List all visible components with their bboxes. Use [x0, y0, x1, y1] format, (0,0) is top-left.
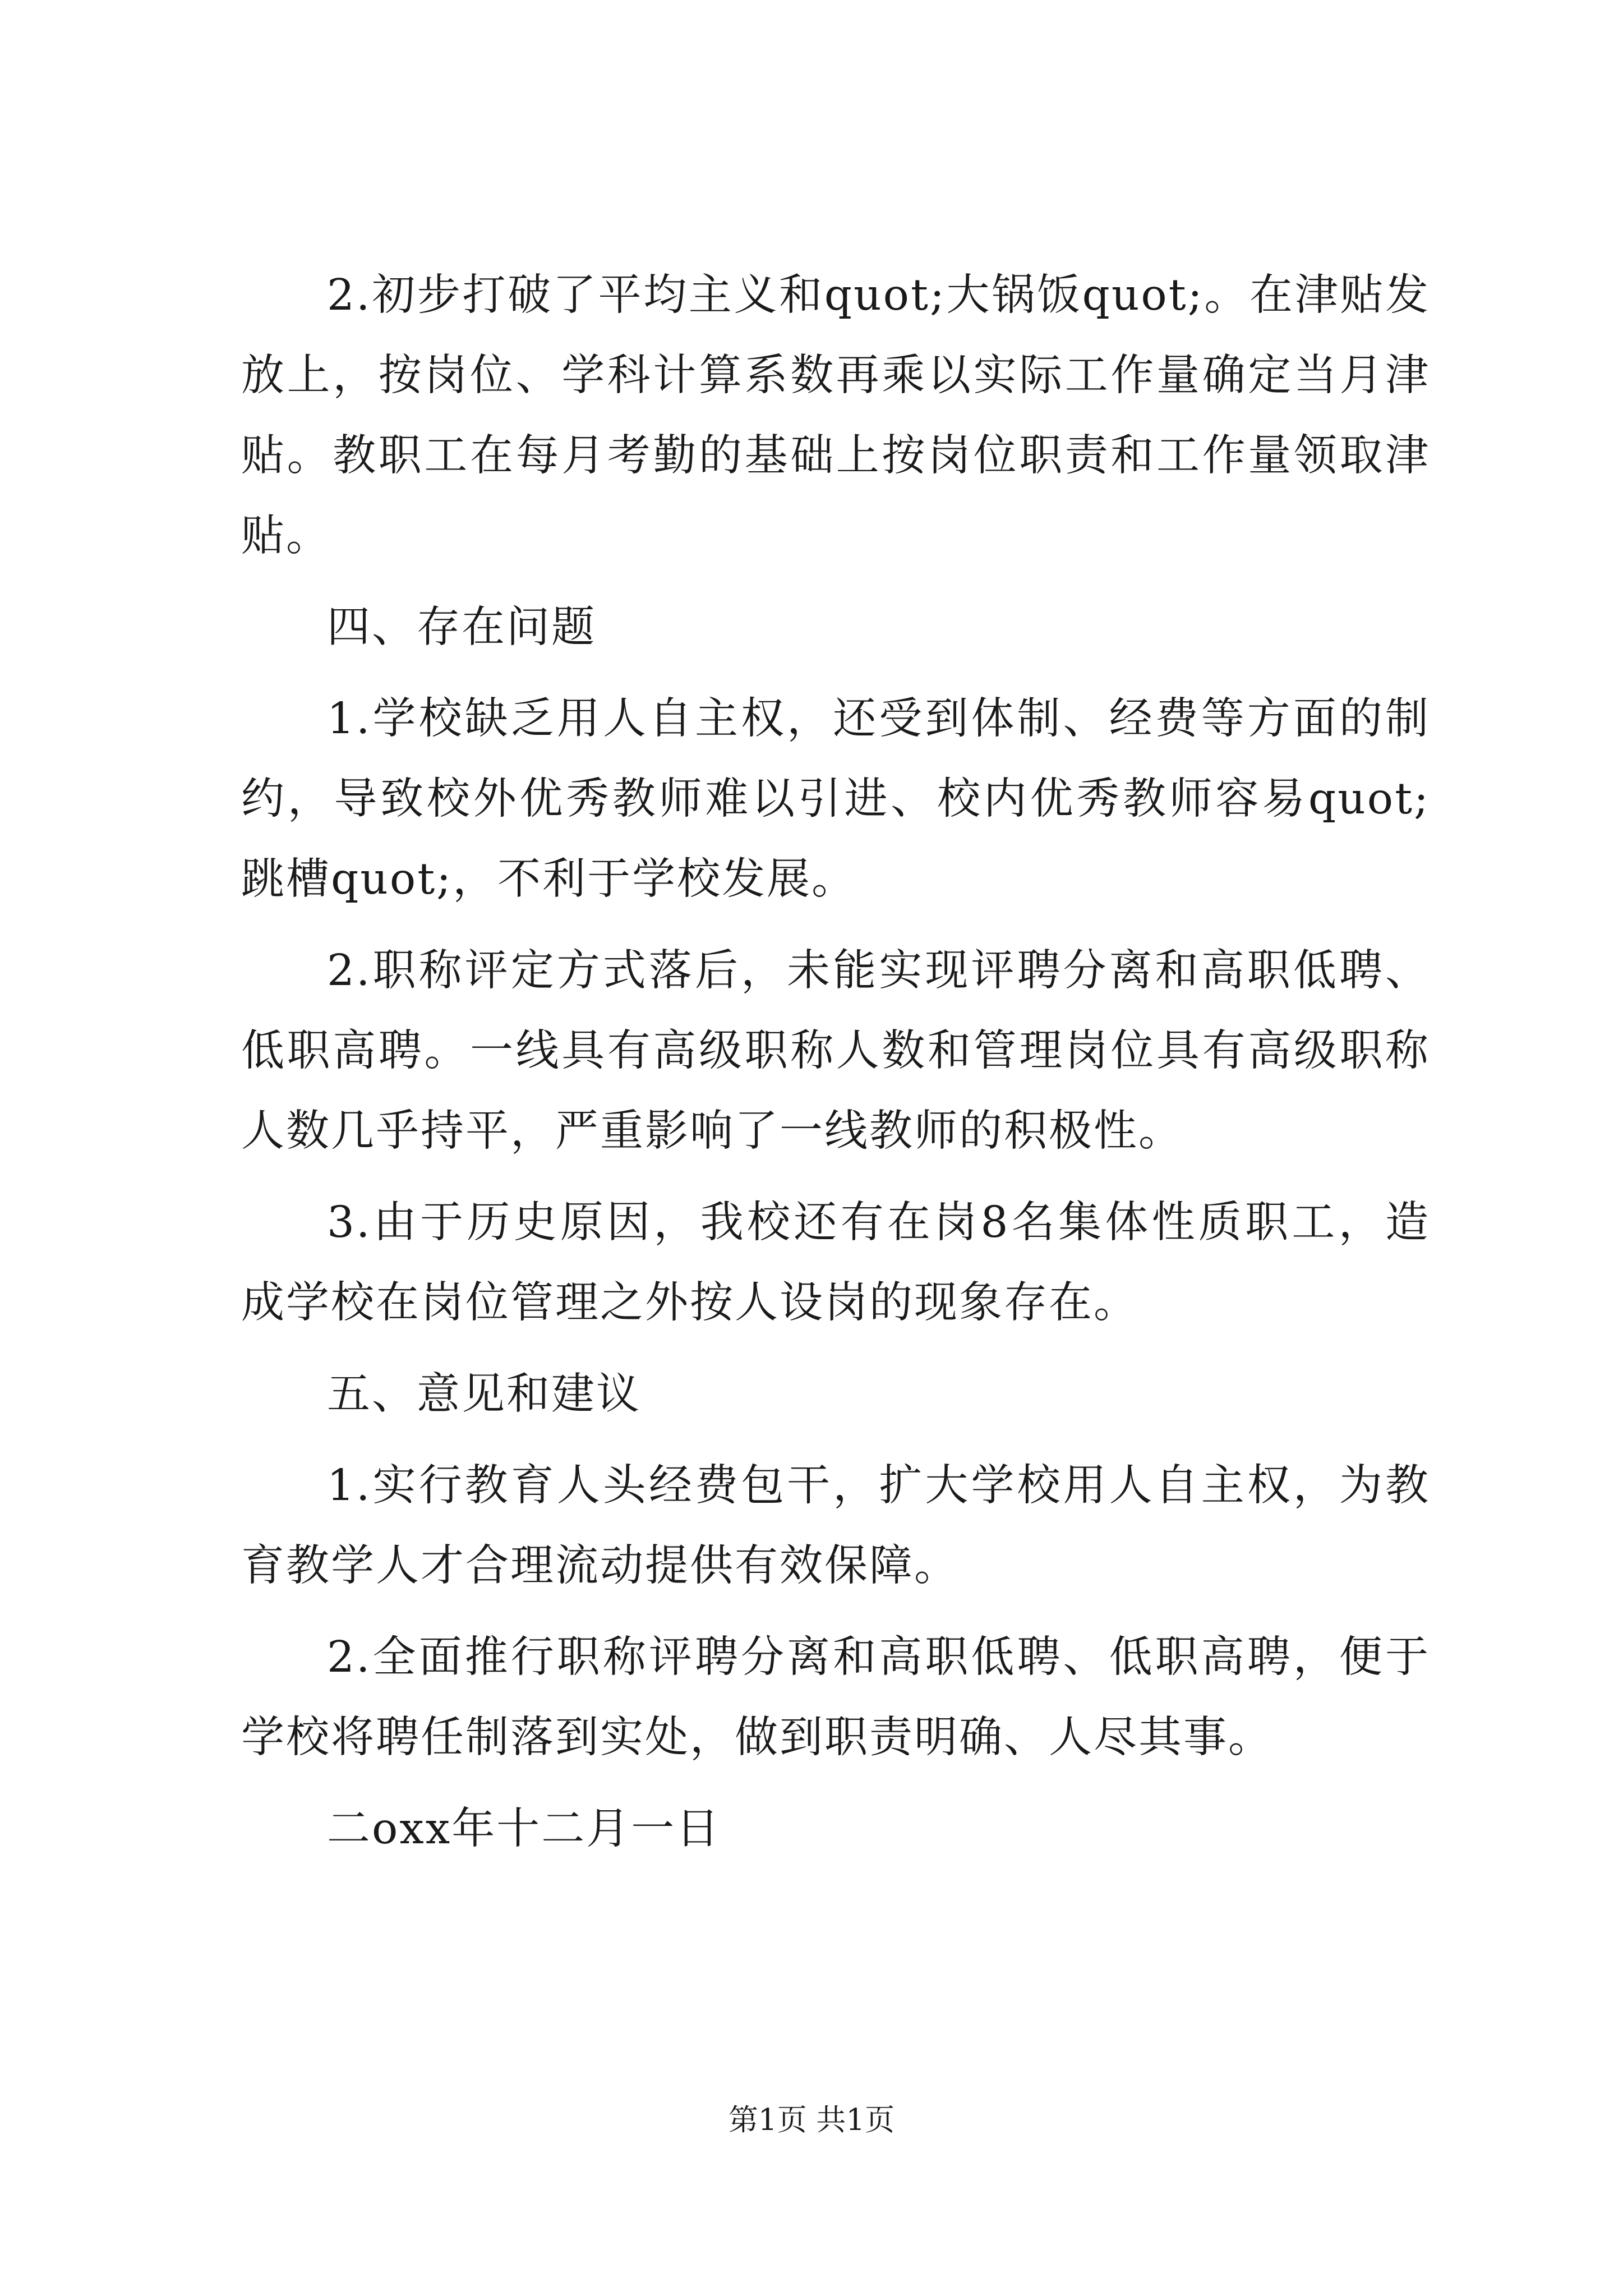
paragraph-suggestion-1: 1.实行教育人头经费包干，扩大学校用人自主权，为教育教学人才合理流动提供有效保障。 — [241, 1461, 1430, 1591]
paragraph-problem-2: 2.职称评定方式落后，未能实现评聘分离和高职低聘、低职高聘。一线具有高级职称人数和管理岗位具有高级职称人数几乎持平，严重影响了一线教师的积极性。 — [241, 946, 1430, 1156]
paragraph-problem-3: 3.由于历史原因，我校还有在岗8名集体性质职工，造成学校在岗位管理之外按人设岗的现象存在。 — [241, 1198, 1430, 1328]
paragraph-allowance: 2.初步打破了平均主义和quot;大锅饭quot;。在津贴发放上，按岗位、学科计算系数再乘以实际工作量确定当月津贴。教职工在每月考勤的基础上按岗位职责和工作量领取津贴。 — [241, 270, 1430, 561]
document-date: 二oxx年十二月一日 — [327, 1804, 721, 1854]
heading-existing-problems: 四、存在问题 — [327, 602, 596, 652]
page-number-footer: 第1页 共1页 — [728, 2103, 895, 2137]
paragraph-suggestion-2: 2.全面推行职称评聘分离和高职低聘、低职高聘，便于学校将聘任制落到实处，做到职责明确、人尽其事。 — [241, 1632, 1430, 1763]
heading-suggestions: 五、意见和建议 — [327, 1369, 641, 1419]
paragraph-problem-1: 1.学校缺乏用人自主权，还受到体制、经费等方面的制约，导致校外优秀教师难以引进、校内优秀教师容易quot;跳槽quot;，不利于学校发展。 — [241, 694, 1430, 904]
document-body — [241, 255, 1430, 1880]
